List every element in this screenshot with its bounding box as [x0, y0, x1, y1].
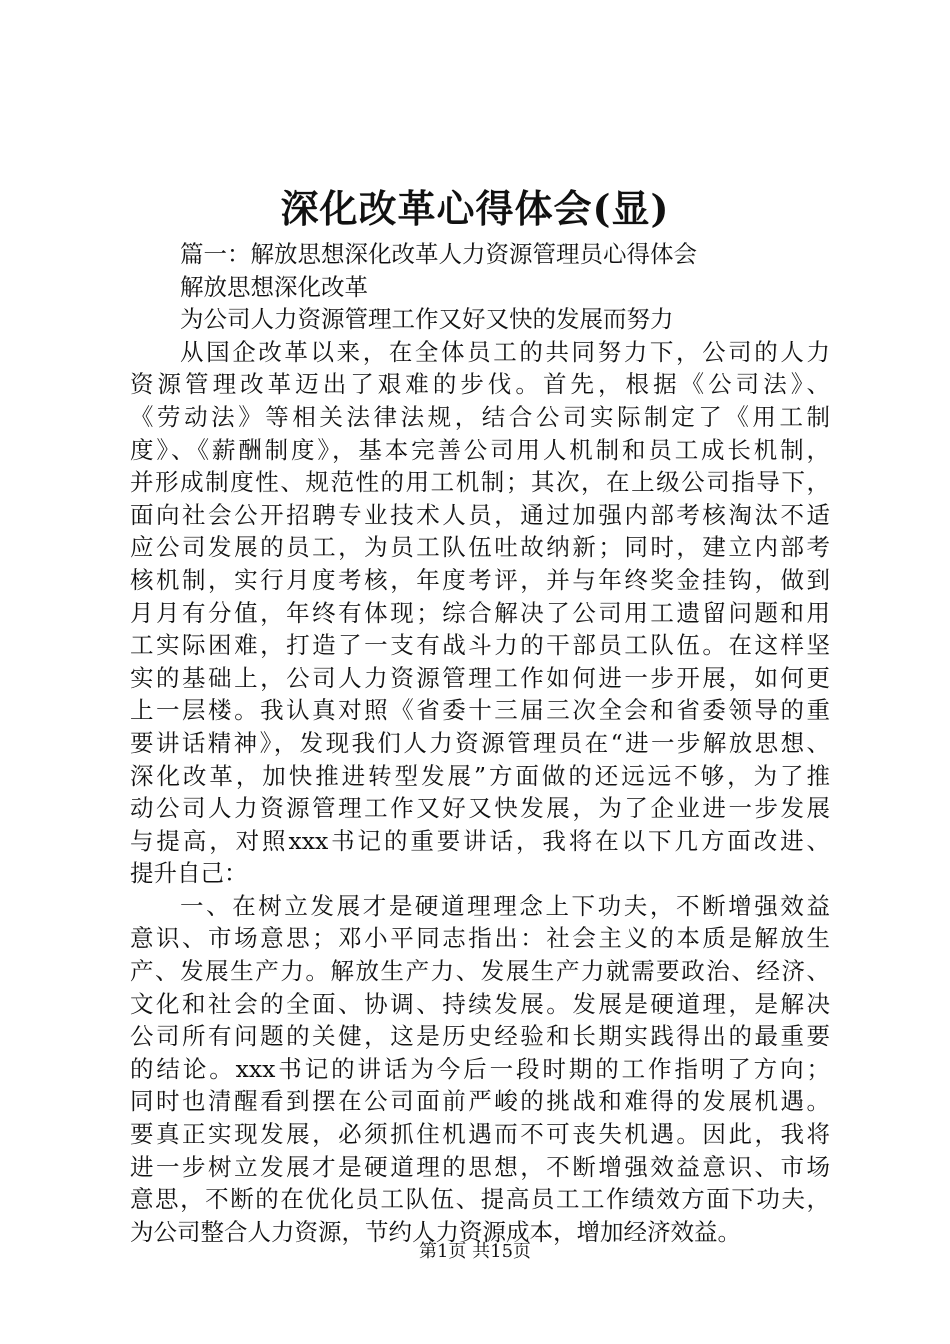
text-line: 应公司发展的员工，为员工队伍吐故纳新；同时，建立内部考: [130, 533, 830, 562]
text-line: 篇一：解放思想深化改革人力资源管理员心得体会: [180, 240, 697, 268]
page-number: 第1页 共15页: [418, 1241, 532, 1262]
text-line: 资源管理改革迈出了艰难的步伐。首先，根据《公司法》、: [130, 370, 830, 399]
document-title: 深化改革心得体会(显): [280, 186, 670, 231]
text-line: 文化和社会的全面、协调、持续发展。发展是硬道理，是解决: [130, 989, 830, 1018]
text-line: 动公司人力资源管理工作又好又快发展，为了企业进一步发展: [130, 794, 830, 823]
text-line: 并形成制度性、规范性的用工机制；其次，在上级公司指导下，: [130, 468, 830, 497]
text-line: 同时也清醒看到摆在公司面前严峻的挑战和难得的发展机遇。: [130, 1087, 830, 1116]
text-line: 从国企改革以来，在全体员工的共同努力下，公司的人力: [180, 337, 830, 366]
text-line: 进一步树立发展才是硬道理的思想，不断增强效益意识、市场: [130, 1152, 830, 1181]
text-line: 的结论。xxx书记的讲话为今后一段时期的工作指明了方向；: [130, 1054, 830, 1083]
text-line: 面向社会公开招聘专业技术人员，通过加强内部考核淘汰不适: [130, 500, 830, 529]
text-line: 月月有分值，年终有体现；综合解决了公司用工遗留问题和用: [130, 598, 830, 627]
text-line: 上一层楼。我认真对照《省委十三届三次全会和省委领导的重: [130, 696, 830, 725]
text-line: 要真正实现发展，必须抓住机遇而不可丧失机遇。因此，我将: [130, 1120, 830, 1149]
text-line: 度》、《薪酬制度》，基本完善公司用人机制和员工成长机制，: [130, 435, 830, 464]
text-line: 核机制，实行月度考核，年度考评，并与年终奖金挂钩，做到: [130, 565, 830, 594]
text-line: 与提高，对照xxx书记的重要讲话，我将在以下几方面改进、: [130, 826, 830, 855]
text-line: 工实际困难，打造了一支有战斗力的干部员工队伍。在这样坚: [130, 631, 830, 660]
text-line: 《劳动法》等相关法律法规，结合公司实际制定了《用工制: [130, 402, 830, 431]
text-line: 深化改革，加快推进转型发展”方面做的还远远不够，为了推: [130, 761, 830, 790]
text-line: 为公司人力资源管理工作又好又快的发展而努力: [180, 305, 674, 334]
text-line: 为公司整合人力资源，节约人力资源成本，增加经济效益。: [130, 1217, 741, 1246]
text-line: 产、发展生产力。解放生产力、发展生产力就需要政治、经济、: [130, 957, 830, 986]
text-line: 要讲话精神》，发现我们人力资源管理员在“进一步解放思想、: [130, 728, 830, 757]
text-line: 意思，不断的在优化员工队伍、提高员工工作绩效方面下功夫，: [130, 1185, 830, 1214]
text-line: 实的基础上，公司人力资源管理工作如何进一步开展，如何更: [130, 663, 830, 692]
text-line: 公司所有问题的关健，这是历史经验和长期实践得出的最重要: [130, 1022, 830, 1051]
document-body: [130, 238, 830, 1248]
text-line: 提升自己：: [130, 859, 248, 888]
text-line: 一、在树立发展才是硬道理理念上下功夫，不断增强效益: [180, 891, 830, 920]
text-line: 意识、市场意思；邓小平同志指出：社会主义的本质是解放生: [130, 924, 830, 953]
text-line: 解放思想深化改革: [180, 272, 368, 301]
